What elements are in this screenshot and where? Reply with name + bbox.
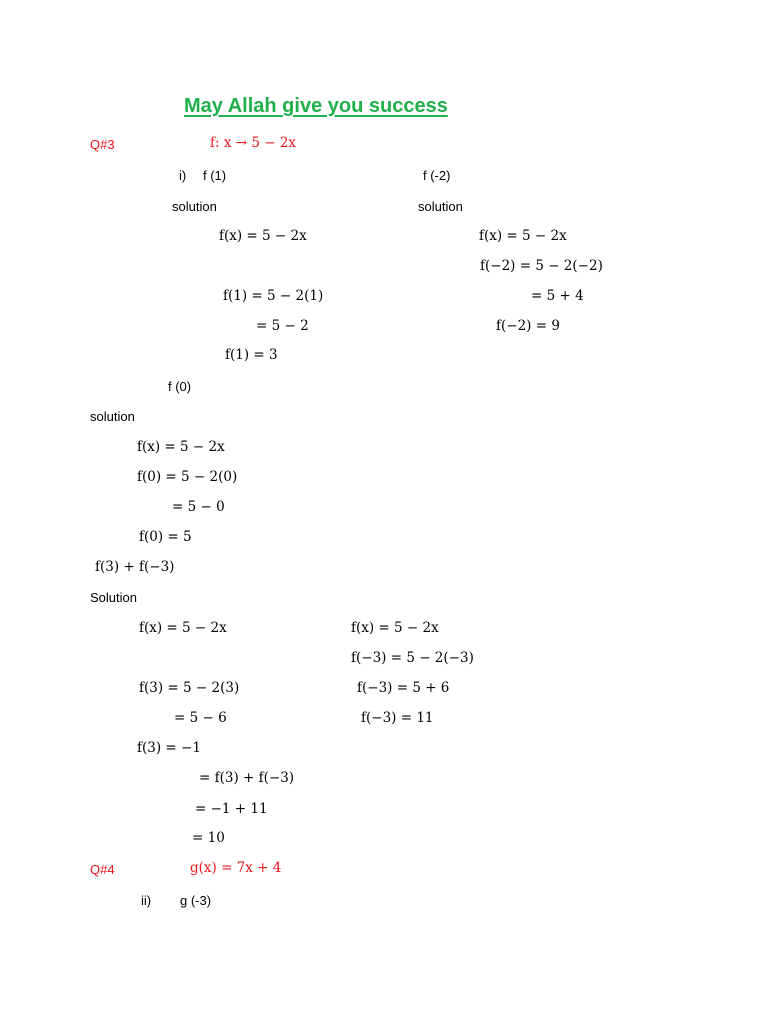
part-0-prompt: f (0) bbox=[168, 379, 192, 394]
part-neg2-line-2: f(−2) = 5 − 2(−2) bbox=[480, 258, 603, 274]
part-0-line-3: = 5 − 0 bbox=[172, 499, 225, 515]
part-neg2-line-3: = 5 + 4 bbox=[531, 288, 584, 304]
part-neg2-line-4: f(−2) = 9 bbox=[496, 318, 560, 334]
part-i-line-3: = 5 − 2 bbox=[256, 318, 309, 334]
part-0-solution-label: solution bbox=[90, 409, 135, 424]
part-i-solution-label: solution bbox=[172, 199, 217, 214]
part-neg2-prompt: f (-2) bbox=[423, 168, 451, 183]
part-i-numeral: i) bbox=[179, 168, 187, 183]
part-sum-left-line-2: f(3) = 5 − 2(3) bbox=[139, 680, 240, 696]
question-3-label: Q#3 bbox=[90, 137, 115, 152]
part-sum-left-line-3: = 5 − 6 bbox=[174, 710, 227, 726]
part-0-line-2: f(0) = 5 − 2(0) bbox=[137, 469, 238, 485]
part-0-line-1: f(x) = 5 − 2x bbox=[137, 439, 225, 455]
part-0-line-4: f(0) = 5 bbox=[139, 529, 192, 545]
question-3-function: f: x → 5 − 2x bbox=[210, 135, 297, 151]
page-title: May Allah give you success bbox=[184, 95, 448, 117]
part-sum-final-line-3: = 10 bbox=[192, 830, 225, 846]
part-ii-numeral: ii) bbox=[141, 893, 152, 908]
part-i-line-1: f(x) = 5 − 2x bbox=[219, 228, 307, 244]
part-sum-prompt: f(3) + f(−3) bbox=[95, 559, 175, 575]
part-neg2-solution-label: solution bbox=[418, 199, 463, 214]
part-sum-right-line-4: f(−3) = 11 bbox=[361, 710, 434, 726]
part-sum-left-line-4: f(3) = −1 bbox=[137, 740, 201, 756]
part-neg2-line-1: f(x) = 5 − 2x bbox=[479, 228, 567, 244]
part-sum-solution-label: Solution bbox=[90, 590, 137, 605]
question-4-label: Q#4 bbox=[90, 862, 115, 877]
part-sum-right-line-1: f(x) = 5 − 2x bbox=[351, 620, 439, 636]
part-sum-final-line-1: = f(3) + f(−3) bbox=[199, 770, 295, 786]
part-i-line-2: f(1) = 5 − 2(1) bbox=[223, 288, 324, 304]
part-sum-left-line-1: f(x) = 5 − 2x bbox=[139, 620, 227, 636]
part-sum-right-line-3: f(−3) = 5 + 6 bbox=[357, 680, 450, 696]
part-sum-final-line-2: = −1 + 11 bbox=[195, 801, 268, 817]
part-ii-prompt: g (-3) bbox=[180, 893, 212, 908]
part-sum-right-line-2: f(−3) = 5 − 2(−3) bbox=[351, 650, 474, 666]
part-i-line-4: f(1) = 3 bbox=[225, 347, 278, 363]
part-i-prompt: f (1) bbox=[203, 168, 227, 183]
question-4-function: g(x) = 7x + 4 bbox=[190, 860, 282, 876]
